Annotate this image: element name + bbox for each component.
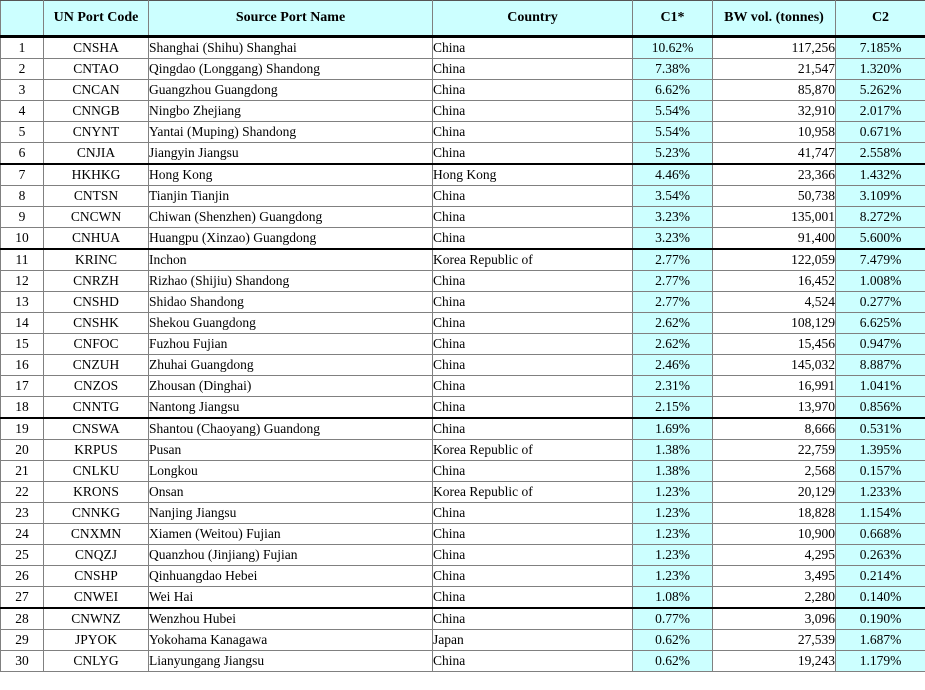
table-row (1, 545, 925, 566)
c2-cell: 1.041% (836, 376, 925, 397)
port-code-cell: CNQZJ (44, 545, 149, 566)
rank-cell: 17 (1, 376, 44, 397)
port-name-cell: Wenzhou Hubei (149, 608, 433, 630)
c1-cell: 5.54% (633, 101, 713, 122)
port-name-cell: Shekou Guangdong (149, 313, 433, 334)
rank-cell: 30 (1, 651, 44, 672)
c1-cell: 2.31% (633, 376, 713, 397)
port-code-cell: CNCWN (44, 207, 149, 228)
port-code-cell: CNFOC (44, 334, 149, 355)
rank-cell: 18 (1, 397, 44, 419)
table-row (1, 292, 925, 313)
table-row (1, 440, 925, 461)
rank-cell: 15 (1, 334, 44, 355)
c1-cell: 2.62% (633, 313, 713, 334)
bw-vol-cell: 16,452 (713, 271, 836, 292)
bw-vol-cell: 16,991 (713, 376, 836, 397)
c2-cell: 8.272% (836, 207, 925, 228)
port-name-cell: Huangpu (Xinzao) Guangdong (149, 228, 433, 250)
c2-cell: 0.214% (836, 566, 925, 587)
col-header-rank (1, 1, 44, 37)
rank-cell: 11 (1, 249, 44, 271)
bw-vol-cell: 91,400 (713, 228, 836, 250)
c2-cell: 0.668% (836, 524, 925, 545)
country-cell: China (433, 566, 633, 587)
table-row (1, 207, 925, 228)
col-header-c2: C2 (836, 1, 925, 37)
port-name-cell: Zhousan (Dinghai) (149, 376, 433, 397)
rank-cell: 13 (1, 292, 44, 313)
country-cell: Korea Republic of (433, 440, 633, 461)
port-name-cell: Pusan (149, 440, 433, 461)
bw-vol-cell: 10,958 (713, 122, 836, 143)
table-row (1, 418, 925, 440)
rank-cell: 16 (1, 355, 44, 376)
c2-cell: 8.887% (836, 355, 925, 376)
col-header-country: Country (433, 1, 633, 37)
port-name-cell: Lianyungang Jiangsu (149, 651, 433, 672)
rank-cell: 7 (1, 164, 44, 186)
bw-vol-cell: 122,059 (713, 249, 836, 271)
c2-cell: 0.856% (836, 397, 925, 419)
c1-cell: 2.77% (633, 249, 713, 271)
port-name-cell: Nantong Jiangsu (149, 397, 433, 419)
table-row (1, 37, 925, 59)
col-header-c1: C1* (633, 1, 713, 37)
c1-cell: 5.54% (633, 122, 713, 143)
country-cell: China (433, 418, 633, 440)
table-row (1, 313, 925, 334)
c2-cell: 0.277% (836, 292, 925, 313)
port-name-cell: Quanzhou (Jinjiang) Fujian (149, 545, 433, 566)
country-cell: China (433, 376, 633, 397)
country-cell: China (433, 186, 633, 207)
c1-cell: 2.46% (633, 355, 713, 376)
rank-cell: 2 (1, 59, 44, 80)
port-code-cell: CNNKG (44, 503, 149, 524)
country-cell: China (433, 587, 633, 609)
country-cell: China (433, 228, 633, 250)
country-cell: China (433, 397, 633, 419)
country-cell: China (433, 545, 633, 566)
rank-cell: 24 (1, 524, 44, 545)
country-cell: China (433, 143, 633, 165)
port-code-cell: CNTSN (44, 186, 149, 207)
port-code-cell: CNCAN (44, 80, 149, 101)
c2-cell: 1.179% (836, 651, 925, 672)
table-row (1, 122, 925, 143)
c1-cell: 3.54% (633, 186, 713, 207)
bw-vol-cell: 108,129 (713, 313, 836, 334)
rank-cell: 28 (1, 608, 44, 630)
port-code-cell: CNNGB (44, 101, 149, 122)
rank-cell: 29 (1, 630, 44, 651)
port-name-cell: Shanghai (Shihu) Shanghai (149, 37, 433, 59)
c2-cell: 3.109% (836, 186, 925, 207)
c2-cell: 7.185% (836, 37, 925, 59)
c1-cell: 7.38% (633, 59, 713, 80)
table-row (1, 503, 925, 524)
port-code-cell: CNLYG (44, 651, 149, 672)
port-code-cell: CNWEI (44, 587, 149, 609)
port-code-cell: CNZOS (44, 376, 149, 397)
rank-cell: 20 (1, 440, 44, 461)
port-code-cell: CNSWA (44, 418, 149, 440)
bw-vol-cell: 13,970 (713, 397, 836, 419)
port-code-cell: CNSHK (44, 313, 149, 334)
bw-vol-cell: 41,747 (713, 143, 836, 165)
country-cell: China (433, 37, 633, 59)
port-name-cell: Fuzhou Fujian (149, 334, 433, 355)
port-code-cell: CNSHA (44, 37, 149, 59)
table-row (1, 80, 925, 101)
bw-vol-cell: 4,524 (713, 292, 836, 313)
country-cell: China (433, 651, 633, 672)
port-code-cell: HKHKG (44, 164, 149, 186)
c2-cell: 0.190% (836, 608, 925, 630)
c1-cell: 1.23% (633, 524, 713, 545)
table-row (1, 228, 925, 250)
rank-cell: 22 (1, 482, 44, 503)
c1-cell: 2.77% (633, 292, 713, 313)
rank-cell: 21 (1, 461, 44, 482)
c2-cell: 0.947% (836, 334, 925, 355)
c2-cell: 1.233% (836, 482, 925, 503)
port-code-cell: CNZUH (44, 355, 149, 376)
rank-cell: 9 (1, 207, 44, 228)
country-cell: China (433, 80, 633, 101)
bw-vol-cell: 50,738 (713, 186, 836, 207)
bw-vol-cell: 21,547 (713, 59, 836, 80)
c2-cell: 0.531% (836, 418, 925, 440)
country-cell: China (433, 608, 633, 630)
c2-cell: 0.140% (836, 587, 925, 609)
c2-cell: 1.395% (836, 440, 925, 461)
c1-cell: 1.38% (633, 440, 713, 461)
c2-cell: 0.671% (836, 122, 925, 143)
c1-cell: 3.23% (633, 228, 713, 250)
rank-cell: 10 (1, 228, 44, 250)
c2-cell: 5.600% (836, 228, 925, 250)
table-row (1, 608, 925, 630)
c2-cell: 1.154% (836, 503, 925, 524)
table-row (1, 186, 925, 207)
bw-vol-cell: 8,666 (713, 418, 836, 440)
port-code-cell: KRONS (44, 482, 149, 503)
c1-cell: 0.62% (633, 630, 713, 651)
c1-cell: 10.62% (633, 37, 713, 59)
c2-cell: 1.008% (836, 271, 925, 292)
rank-cell: 26 (1, 566, 44, 587)
c1-cell: 1.08% (633, 587, 713, 609)
port-code-cell: CNTAO (44, 59, 149, 80)
country-cell: China (433, 292, 633, 313)
table-row (1, 461, 925, 482)
c1-cell: 1.69% (633, 418, 713, 440)
c2-cell: 2.017% (836, 101, 925, 122)
bw-vol-cell: 145,032 (713, 355, 836, 376)
bw-vol-cell: 20,129 (713, 482, 836, 503)
table-row (1, 482, 925, 503)
bw-vol-cell: 27,539 (713, 630, 836, 651)
port-name-cell: Onsan (149, 482, 433, 503)
port-code-cell: KRINC (44, 249, 149, 271)
port-code-cell: CNXMN (44, 524, 149, 545)
table-row (1, 101, 925, 122)
c1-cell: 1.38% (633, 461, 713, 482)
c2-cell: 2.558% (836, 143, 925, 165)
rank-cell: 12 (1, 271, 44, 292)
port-code-cell: CNRZH (44, 271, 149, 292)
port-name-cell: Tianjin Tianjin (149, 186, 433, 207)
bw-vol-cell: 18,828 (713, 503, 836, 524)
c1-cell: 6.62% (633, 80, 713, 101)
country-cell: China (433, 355, 633, 376)
port-code-cell: JPYOK (44, 630, 149, 651)
port-name-cell: Shantou (Chaoyang) Guandong (149, 418, 433, 440)
country-cell: Japan (433, 630, 633, 651)
port-code-cell: KRPUS (44, 440, 149, 461)
table-row (1, 143, 925, 165)
port-code-cell: CNJIA (44, 143, 149, 165)
bw-vol-cell: 19,243 (713, 651, 836, 672)
country-cell: Korea Republic of (433, 249, 633, 271)
port-name-cell: Wei Hai (149, 587, 433, 609)
header-row (1, 1, 925, 37)
c1-cell: 4.46% (633, 164, 713, 186)
table-row (1, 59, 925, 80)
rank-cell: 6 (1, 143, 44, 165)
bw-vol-cell: 85,870 (713, 80, 836, 101)
rank-cell: 5 (1, 122, 44, 143)
bw-vol-cell: 4,295 (713, 545, 836, 566)
table-row (1, 249, 925, 271)
table-row (1, 630, 925, 651)
port-code-cell: CNNTG (44, 397, 149, 419)
country-cell: China (433, 101, 633, 122)
country-cell: China (433, 503, 633, 524)
port-code-cell: CNWNZ (44, 608, 149, 630)
c1-cell: 2.62% (633, 334, 713, 355)
port-name-cell: Hong Kong (149, 164, 433, 186)
rank-cell: 1 (1, 37, 44, 59)
table-row (1, 164, 925, 186)
c1-cell: 1.23% (633, 545, 713, 566)
c1-cell: 1.23% (633, 482, 713, 503)
c2-cell: 6.625% (836, 313, 925, 334)
c2-cell: 1.687% (836, 630, 925, 651)
table-row (1, 587, 925, 609)
c2-cell: 0.263% (836, 545, 925, 566)
country-cell: Hong Kong (433, 164, 633, 186)
bw-vol-cell: 10,900 (713, 524, 836, 545)
port-name-cell: Longkou (149, 461, 433, 482)
country-cell: China (433, 334, 633, 355)
rank-cell: 8 (1, 186, 44, 207)
port-code-cell: CNLKU (44, 461, 149, 482)
bw-vol-cell: 32,910 (713, 101, 836, 122)
bw-vol-cell: 23,366 (713, 164, 836, 186)
port-name-cell: Shidao Shandong (149, 292, 433, 313)
bw-vol-cell: 2,568 (713, 461, 836, 482)
col-header-bw-vol: BW vol. (tonnes) (713, 1, 836, 37)
table-row (1, 376, 925, 397)
c2-cell: 1.432% (836, 164, 925, 186)
port-code-cell: CNSHD (44, 292, 149, 313)
rank-cell: 14 (1, 313, 44, 334)
col-header-source-port-name: Source Port Name (149, 1, 433, 37)
c1-cell: 2.77% (633, 271, 713, 292)
rank-cell: 4 (1, 101, 44, 122)
rank-cell: 25 (1, 545, 44, 566)
bw-vol-cell: 15,456 (713, 334, 836, 355)
country-cell: China (433, 524, 633, 545)
table-body (1, 37, 925, 672)
port-name-cell: Yantai (Muping) Shandong (149, 122, 433, 143)
c1-cell: 5.23% (633, 143, 713, 165)
table-row (1, 566, 925, 587)
port-name-cell: Zhuhai Guangdong (149, 355, 433, 376)
c1-cell: 3.23% (633, 207, 713, 228)
rank-cell: 3 (1, 80, 44, 101)
c2-cell: 1.320% (836, 59, 925, 80)
bw-vol-cell: 3,495 (713, 566, 836, 587)
country-cell: China (433, 461, 633, 482)
port-name-cell: Yokohama Kanagawa (149, 630, 433, 651)
table-row (1, 524, 925, 545)
table-row (1, 334, 925, 355)
rank-cell: 19 (1, 418, 44, 440)
port-code-cell: CNHUA (44, 228, 149, 250)
port-name-cell: Rizhao (Shijiu) Shandong (149, 271, 433, 292)
bw-vol-cell: 135,001 (713, 207, 836, 228)
country-cell: China (433, 271, 633, 292)
table-row (1, 397, 925, 419)
rank-cell: 23 (1, 503, 44, 524)
c2-cell: 0.157% (836, 461, 925, 482)
port-name-cell: Qinhuangdao Hebei (149, 566, 433, 587)
country-cell: China (433, 122, 633, 143)
table-row (1, 271, 925, 292)
port-name-cell: Nanjing Jiangsu (149, 503, 433, 524)
country-cell: China (433, 313, 633, 334)
country-cell: China (433, 207, 633, 228)
country-cell: China (433, 59, 633, 80)
port-name-cell: Guangzhou Guangdong (149, 80, 433, 101)
c1-cell: 0.77% (633, 608, 713, 630)
table-row (1, 355, 925, 376)
bw-vol-cell: 22,759 (713, 440, 836, 461)
c1-cell: 1.23% (633, 566, 713, 587)
c2-cell: 7.479% (836, 249, 925, 271)
table-row (1, 651, 925, 672)
port-name-cell: Qingdao (Longgang) Shandong (149, 59, 433, 80)
c1-cell: 2.15% (633, 397, 713, 419)
country-cell: Korea Republic of (433, 482, 633, 503)
port-name-cell: Inchon (149, 249, 433, 271)
c1-cell: 1.23% (633, 503, 713, 524)
port-name-cell: Xiamen (Weitou) Fujian (149, 524, 433, 545)
bw-vol-cell: 2,280 (713, 587, 836, 609)
c2-cell: 5.262% (836, 80, 925, 101)
bw-vol-cell: 117,256 (713, 37, 836, 59)
rank-cell: 27 (1, 587, 44, 609)
port-name-cell: Ningbo Zhejiang (149, 101, 433, 122)
port-code-cell: CNSHP (44, 566, 149, 587)
port-code-cell: CNYNT (44, 122, 149, 143)
col-header-un-port-code: UN Port Code (44, 1, 149, 37)
bw-vol-cell: 3,096 (713, 608, 836, 630)
port-name-cell: Chiwan (Shenzhen) Guangdong (149, 207, 433, 228)
port-name-cell: Jiangyin Jiangsu (149, 143, 433, 165)
c1-cell: 0.62% (633, 651, 713, 672)
